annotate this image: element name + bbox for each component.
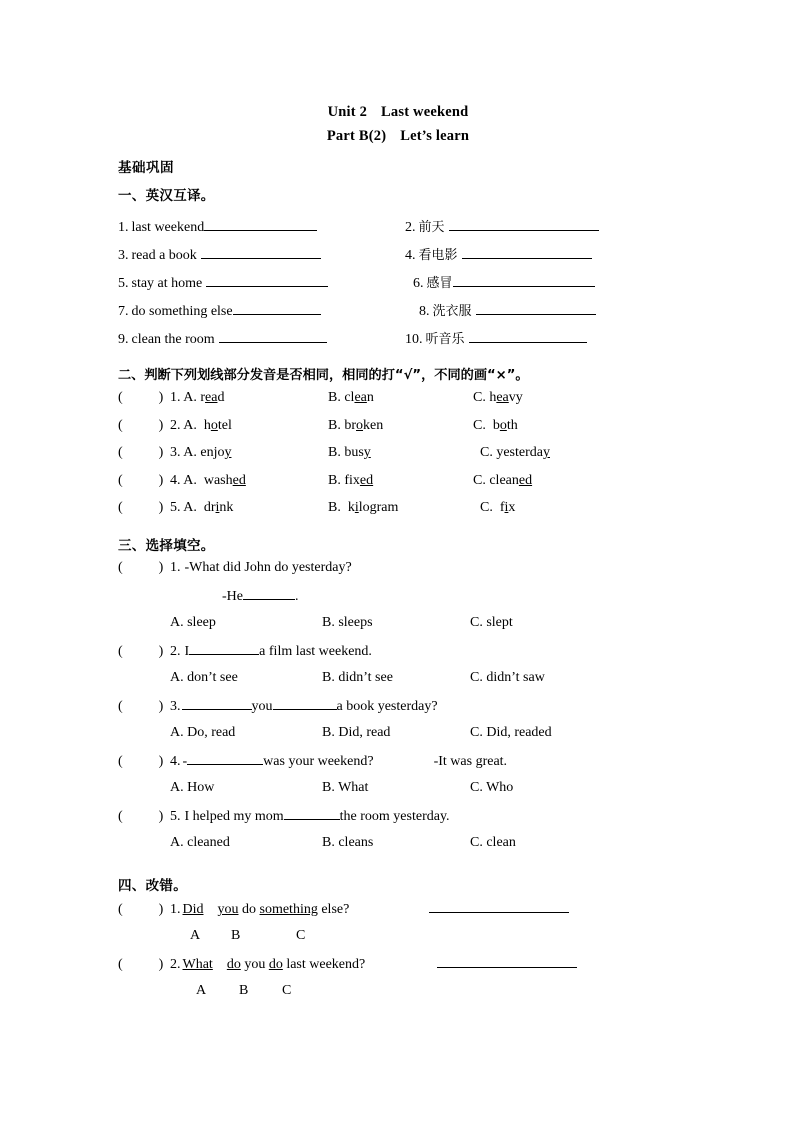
option-word: fixed	[344, 472, 374, 488]
answer-parenthesis[interactable]: ( )	[118, 500, 164, 515]
answer-blank[interactable]	[476, 302, 596, 315]
ec-letter-c: C	[282, 982, 292, 998]
pronunciation-row	[118, 473, 678, 501]
answer-parenthesis[interactable]: ( )	[118, 417, 164, 433]
option-word: busy	[344, 445, 371, 460]
option-c[interactable]: C. Did, readed	[470, 724, 552, 740]
part-label: Part B(2)	[326, 128, 387, 144]
translation-row	[118, 272, 678, 300]
item-text: do something else	[131, 304, 233, 319]
pron-option-c	[473, 418, 518, 434]
ec-letter-b: B	[239, 982, 249, 998]
item-number: 4.	[170, 754, 181, 769]
option-word: washed	[203, 472, 246, 488]
unit-name: Last weekend	[381, 104, 469, 120]
option-label: A.	[183, 445, 197, 460]
item-number: 3.	[170, 445, 181, 460]
answer-parenthesis[interactable]: ( )	[118, 754, 164, 769]
option-label: A.	[183, 390, 197, 405]
ec-answer-blank[interactable]	[429, 900, 569, 913]
question-text: -What did John do yesterday?	[184, 559, 352, 575]
item-text: 感冒	[426, 276, 453, 291]
answer-blank-2[interactable]	[273, 697, 337, 710]
item-number: 5.	[118, 276, 129, 291]
item-text: 洗衣服	[432, 304, 472, 319]
translation-row	[118, 244, 678, 272]
item-text: stay at home	[131, 276, 203, 291]
translation-row	[118, 328, 678, 356]
question-text-end: .	[295, 589, 299, 604]
pron-option-b	[328, 390, 473, 406]
option-label: B.	[328, 390, 341, 405]
pron-option-b	[328, 473, 473, 489]
option-b[interactable]: B. What	[322, 779, 369, 795]
option-label: B.	[328, 472, 341, 488]
pronunciation-row	[118, 500, 678, 528]
item-number: 9.	[118, 332, 129, 347]
item-number: 2.	[170, 644, 181, 659]
option-word: yesterday	[496, 445, 550, 460]
pronunciation-questions	[118, 390, 678, 528]
question-text: -He	[222, 589, 243, 604]
error-correction-questions	[118, 900, 678, 1010]
option-a[interactable]: A. sleep	[170, 614, 216, 630]
answer-parenthesis[interactable]: ( )	[118, 390, 164, 405]
option-word: kilogram	[347, 500, 399, 515]
question-text: -	[182, 754, 188, 769]
translation-item-6	[405, 272, 595, 292]
option-b[interactable]: B. didn’t see	[322, 669, 393, 685]
item-text: 前天	[418, 220, 445, 235]
item-number: 4.	[170, 472, 181, 488]
ec-letter-a: A	[196, 982, 207, 998]
item-number: 4.	[405, 248, 416, 263]
ec-sentence: What do you do last weekend?	[182, 957, 366, 972]
option-label: C.	[480, 445, 493, 460]
translation-grid	[118, 216, 678, 356]
translation-row	[118, 300, 678, 328]
answer-parenthesis[interactable]: ( )	[118, 957, 164, 972]
answer-blank[interactable]	[233, 302, 321, 315]
pronunciation-row	[118, 445, 678, 473]
answer-blank[interactable]	[284, 807, 340, 820]
option-word: hotel	[203, 417, 232, 433]
translation-item-10	[405, 328, 587, 348]
answer-parenthesis[interactable]: ( )	[118, 902, 164, 917]
item-number: 1.	[170, 902, 181, 917]
question-text: I	[184, 644, 190, 659]
item-number: 7.	[118, 304, 129, 319]
item-number: 5.	[170, 500, 181, 515]
pron-option-c	[473, 390, 523, 406]
answer-parenthesis[interactable]: ( )	[118, 699, 164, 714]
option-b[interactable]: B. cleans	[322, 834, 374, 850]
worksheet-content	[118, 100, 678, 1010]
answer-blank[interactable]	[243, 587, 295, 600]
translation-item-7	[118, 302, 405, 320]
mc-question-1-stem	[118, 560, 678, 588]
unit-label: Unit 2	[327, 104, 368, 120]
option-word: broken	[344, 417, 384, 433]
ec-question-2	[118, 955, 678, 983]
option-c[interactable]: C. Who	[470, 779, 514, 795]
translation-item-5	[118, 274, 405, 292]
option-a[interactable]: A. cleaned	[170, 834, 230, 850]
question-text-mid: you	[251, 699, 273, 714]
question-text-end: the room yesterday.	[339, 809, 450, 824]
item-number: 2.	[405, 220, 416, 235]
translation-item-2	[405, 216, 599, 236]
mc-question-3-stem	[118, 697, 678, 725]
pron-option-b	[328, 500, 480, 516]
pron-option-c	[480, 445, 550, 461]
mc-question-4-stem	[118, 752, 678, 780]
ec-question-1-letters	[118, 928, 678, 956]
item-text: 看电影	[418, 248, 458, 263]
answer-blank[interactable]	[189, 642, 259, 655]
item-text: clean the room	[131, 332, 215, 347]
answer-parenthesis[interactable]: ( )	[118, 644, 164, 659]
ec-letter-c: C	[296, 927, 306, 943]
translation-item-1	[118, 218, 405, 236]
translation-item-8	[405, 300, 596, 320]
option-label: C.	[473, 417, 486, 433]
section-4-heading: 四、改错。	[118, 878, 187, 894]
answer-parenthesis[interactable]: ( )	[118, 472, 164, 488]
option-label: C.	[473, 390, 486, 405]
ec-sentence: Did you do something else?	[182, 902, 350, 917]
ec-answer-blank[interactable]	[437, 955, 577, 968]
pron-option-a	[170, 445, 328, 461]
option-label: A.	[183, 472, 197, 488]
item-number: 1.	[170, 390, 181, 405]
item-number: 5.	[170, 809, 181, 824]
answer-parenthesis[interactable]: ( )	[118, 809, 164, 824]
question-text-end: was your weekend?	[263, 754, 374, 769]
ec-letter-b: B	[231, 927, 241, 943]
question-text-end: a book yesterday?	[336, 699, 438, 714]
option-word: fix	[499, 500, 516, 515]
mc-question-2-options	[118, 670, 678, 698]
question-text-end: a film last weekend.	[259, 644, 372, 659]
answer-parenthesis[interactable]: ( )	[118, 445, 164, 460]
ec-letter-a: A	[190, 927, 201, 943]
option-a[interactable]: A. Do, read	[170, 724, 236, 740]
answer-blank[interactable]	[201, 246, 321, 259]
item-number: 10.	[405, 332, 423, 347]
answer-blank[interactable]	[462, 246, 592, 259]
item-text: last weekend	[131, 220, 205, 235]
mc-question-1-stem2	[118, 587, 678, 615]
mc-question-5-stem	[118, 807, 678, 835]
ec-question-1	[118, 900, 678, 928]
ec-question-2-letters	[118, 983, 678, 1011]
mc-question-5-options	[118, 835, 678, 863]
option-word: drink	[203, 500, 234, 515]
option-a[interactable]: A. don’t see	[170, 669, 238, 685]
answer-blank[interactable]	[449, 218, 599, 231]
item-number: 3.	[170, 699, 181, 714]
option-label: A.	[183, 417, 197, 433]
answer-blank[interactable]	[206, 274, 328, 287]
section-3-heading: 三、选择填空。	[118, 537, 215, 554]
mc-question-1-options	[118, 615, 678, 643]
mc-question-3-options	[118, 725, 678, 753]
doc-title-line2	[118, 124, 678, 148]
part-name: Let’s learn	[400, 128, 470, 144]
option-label: B.	[328, 417, 341, 433]
mc-question-2-stem	[118, 642, 678, 670]
answer-blank-1[interactable]	[182, 697, 252, 710]
item-number: 2.	[170, 417, 181, 433]
section-2-heading: 二、判断下列划线部分发音是否相同，相同的打“√”，不同的画“×”。	[118, 368, 529, 383]
answer-blank[interactable]	[453, 274, 595, 287]
option-label: C.	[473, 472, 486, 488]
pronunciation-row	[118, 390, 678, 418]
answer-blank[interactable]	[219, 330, 327, 343]
pron-option-c	[473, 473, 532, 489]
option-word: enjoy	[200, 445, 232, 460]
option-b[interactable]: B. sleeps	[322, 614, 373, 630]
option-c[interactable]: C. didn’t saw	[470, 669, 545, 685]
page-section-title: 基础巩固	[118, 160, 174, 176]
pron-option-a	[170, 473, 328, 489]
option-word: heavy	[489, 390, 523, 405]
translation-item-3	[118, 246, 405, 264]
answer-parenthesis[interactable]: ( )	[118, 559, 164, 575]
option-c[interactable]: C. slept	[470, 614, 513, 630]
question-answer-hint: -It was great.	[433, 754, 508, 769]
answer-blank[interactable]	[469, 330, 587, 343]
pron-option-a	[170, 390, 328, 406]
pron-option-a	[170, 500, 328, 516]
item-number: 2.	[170, 957, 181, 972]
option-label: C.	[480, 500, 493, 515]
section-1-heading: 一、英汉互译。	[118, 188, 215, 204]
option-c[interactable]: C. clean	[470, 834, 516, 850]
item-number: 3.	[118, 248, 129, 263]
multiple-choice-questions	[118, 560, 678, 863]
translation-item-9	[118, 330, 405, 348]
option-label: B.	[328, 500, 341, 515]
pron-option-b	[328, 418, 473, 434]
translation-row	[118, 216, 678, 244]
option-word: both	[492, 417, 518, 433]
option-a[interactable]: A. How	[170, 779, 215, 795]
option-label: A.	[183, 500, 197, 515]
item-number: 1.	[118, 220, 129, 235]
option-word: clean	[344, 390, 374, 405]
pron-option-c	[480, 500, 515, 516]
item-number: 1.	[170, 559, 181, 575]
option-word: read	[200, 390, 225, 405]
option-b[interactable]: B. Did, read	[322, 724, 391, 740]
option-label: B.	[328, 445, 341, 460]
answer-blank[interactable]	[204, 218, 317, 231]
option-word: cleaned	[489, 472, 533, 488]
question-text: I helped my mom	[184, 809, 284, 824]
item-text: read a book	[131, 248, 197, 263]
item-number: 6.	[413, 276, 424, 291]
item-text: 听音乐	[425, 332, 465, 347]
mc-question-4-options	[118, 780, 678, 808]
pronunciation-row	[118, 418, 678, 446]
pron-option-a	[170, 418, 328, 434]
item-number: 8.	[419, 304, 430, 319]
pron-option-b	[328, 445, 480, 461]
answer-blank[interactable]	[187, 752, 263, 765]
doc-title-line1	[118, 100, 678, 124]
translation-item-4	[405, 244, 592, 264]
